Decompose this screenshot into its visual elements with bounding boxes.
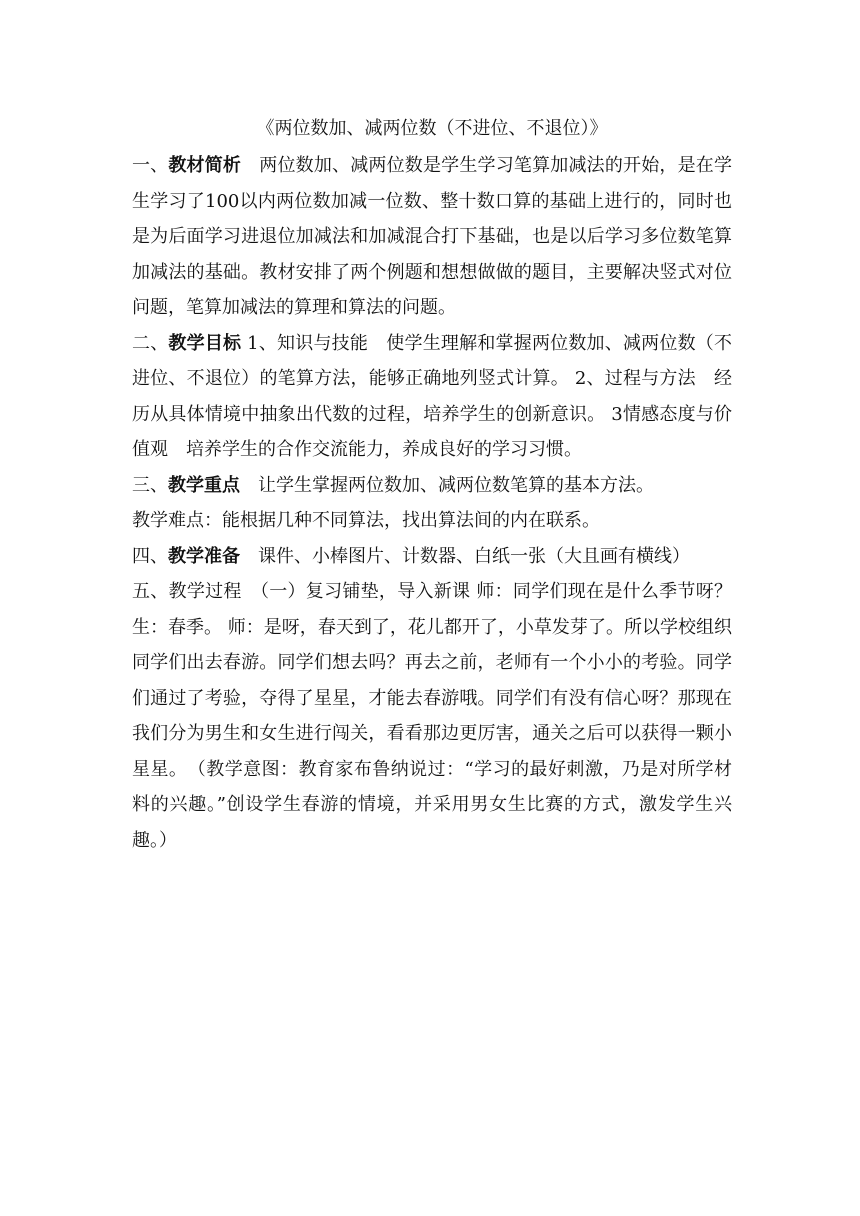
section-preparation [132,539,732,575]
section-text: 课件、小棒图片、计数器、白纸一张（大且画有横线） [240,545,690,567]
section-textbook-analysis [132,148,732,326]
section-prefix: 二、 [132,332,169,354]
section-difficult-points [132,503,732,539]
section-text: 两位数加、减两位数是学生学习笔算加减法的开始，是在学生学习了100以内两位数加减一位数、整十数口算的基础上进行的，同时也是为后面学习进退位加减法和加减混合打下基础，也是以后学习多位数笔算加减法的基础。教材安排了两个例题和想想做做的题目，主要解决竖式对位问题，笔算加减法的算理和算法的问题。 [132,155,732,318]
section-teaching-goals [132,326,732,468]
section-prefix: 四、 [132,545,168,567]
section-text: 教学难点：能根据几种不同算法，找出算法间的内在联系。 [132,510,600,531]
section-prefix: 三、 [132,474,168,496]
section-heading: 教学准备 [168,545,240,567]
document-title: 《两位数加、减两位数（不进位、不退位）》 [256,118,608,139]
section-key-points [132,468,732,504]
section-prefix: 一、 [132,155,169,176]
document-page [132,112,732,858]
section-text: 让学生掌握两位数加、减两位数笔算的基本方法。 [240,474,654,496]
section-heading: 教材简析 [168,155,242,176]
section-text: 1、知识与技能 使学生理解和掌握两位数加、减两位数（不进位、不退位）的笔算方法，能够正确地列竖式计算。 2、过程与方法 经历从具体情境中抽象出代数的过程，培养学生的创新意识。 3情感态度与价值观 培养学生的合作交流能力，养成良好的学习习惯。 [132,332,733,460]
section-heading: 教学重点 [168,474,240,496]
section-teaching-process [132,574,732,858]
section-heading: 教学目标 [168,332,242,354]
section-text: 五、教学过程 （一）复习铺垫，导入新课 师：同学们现在是什么季节呀？ 生：春季。 师：是呀，春天到了，花儿都开了，小草发芽了。所以学校组织同学们出去春游。同学们想去吗？再去之前，老师有一个小小的考验。同学们通过了考验，夺得了星星，才能去春游哦。同学们有没有信心呀？那现在我们分为男生和女生进行闯关，看看那边更厉害，通关之后可以获得一颗小星星。 （教学意图：教育家布鲁纳说过：“学习的最好刺激，乃是对所学材料的兴趣。”创设学生春游的情境，并采用男女生比赛的方式，激发学生兴趣。） [132,581,732,851]
